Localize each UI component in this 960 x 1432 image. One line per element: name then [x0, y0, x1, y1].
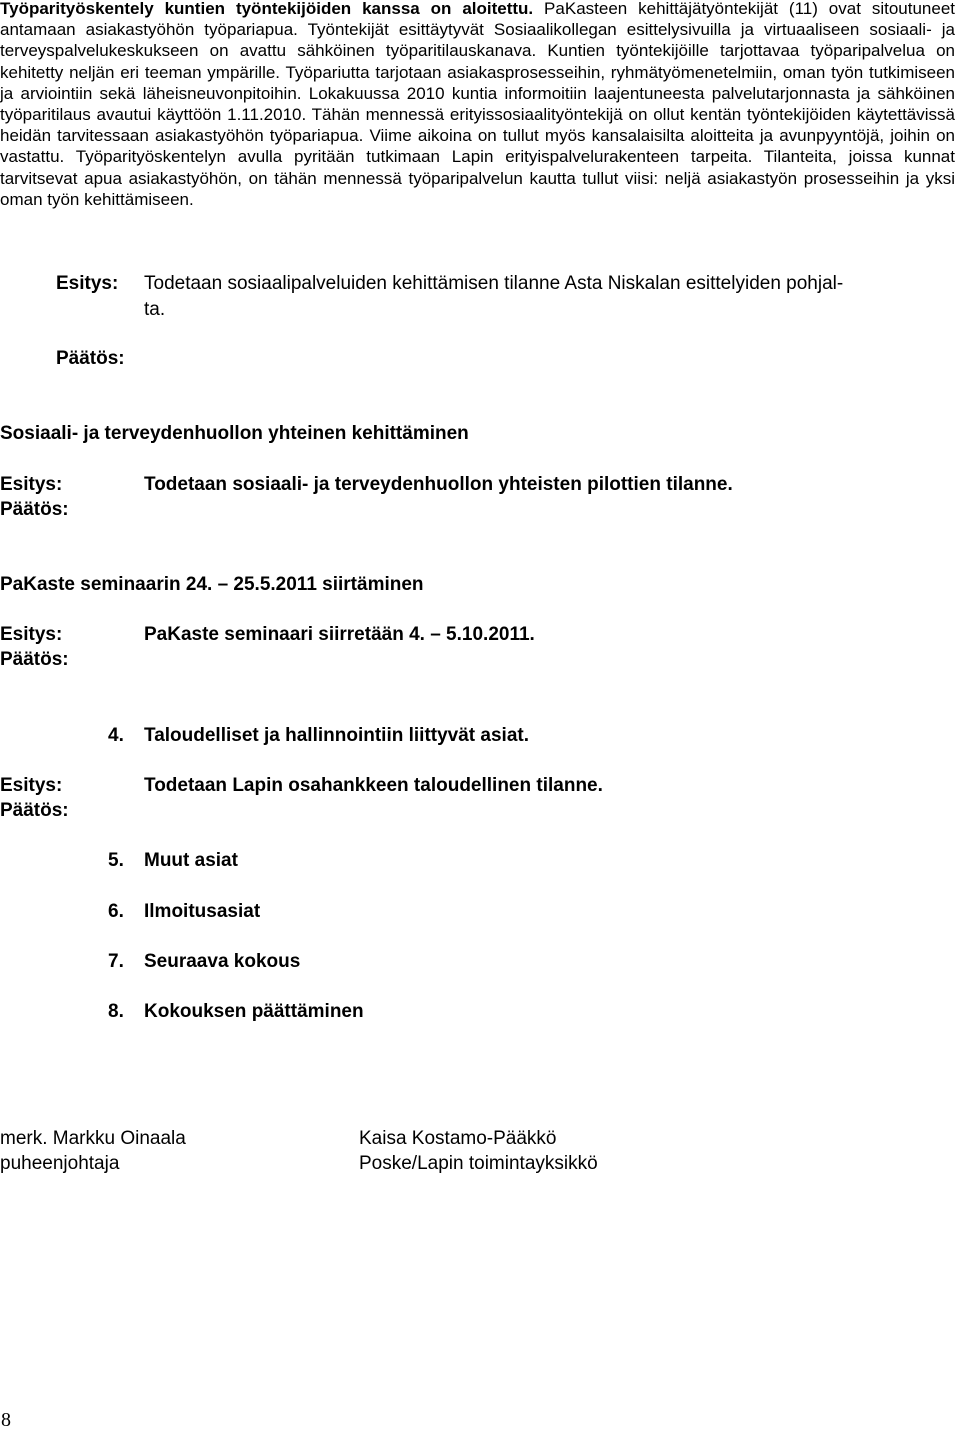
paatos-label-2: Päätös: — [0, 499, 69, 520]
agenda-item-7-number: 7. — [108, 951, 124, 972]
signature-right-name: Kaisa Kostamo-Pääkkö — [359, 1128, 557, 1149]
signature-left — [0, 1126, 186, 1176]
esitys-text-4: Todetaan Lapin osahankkeen taloudellinen tilanne. — [144, 775, 603, 796]
esitys-text-1-line1: Todetaan sosiaalipalveluiden kehittämisen tilanne Asta Niskalan esittelyiden pohjal- — [144, 273, 844, 294]
intro-lead: Työparityöskentely kuntien työntekijöiden kanssa on aloitettu. — [0, 0, 534, 18]
agenda-item-8-text: Kokouksen päättäminen — [144, 1001, 364, 1022]
signature-right-role: Poske/Lapin toimintayksikkö — [359, 1153, 598, 1174]
agenda-item-8 — [108, 999, 364, 1025]
agenda-item-7-text: Seuraava kokous — [144, 951, 301, 972]
esitys-label-3: Esitys: — [0, 624, 63, 645]
esitys-label-1: Esitys: — [56, 273, 119, 294]
esitys-label-2: Esitys: — [0, 474, 63, 495]
agenda-item-4-number: 4. — [108, 725, 124, 746]
signature-left-name: merk. Markku Oinaala — [0, 1128, 186, 1149]
agenda-item-4 — [108, 723, 529, 749]
agenda-item-6 — [108, 899, 260, 925]
signature-right — [359, 1126, 598, 1176]
agenda-item-7 — [108, 949, 300, 975]
intro-paragraph — [0, 0, 955, 210]
esitys-text-2: Todetaan sosiaali- ja terveydenhuollon yhteisten pilottien tilanne. — [144, 474, 733, 495]
esitys-text-3: PaKaste seminaari siirretään 4. – 5.10.2011. — [144, 624, 535, 645]
paatos-label-1: Päätös: — [56, 348, 125, 369]
agenda-item-6-number: 6. — [108, 901, 124, 922]
signature-left-role: puheenjohtaja — [0, 1153, 120, 1174]
agenda-item-4-text: Taloudelliset ja hallinnointiin liittyvät asiat. — [144, 725, 529, 746]
esitys-label-4: Esitys: — [0, 775, 63, 796]
agenda-item-5-number: 5. — [108, 850, 124, 871]
paatos-label-3: Päätös: — [0, 649, 69, 670]
agenda-item-5-text: Muut asiat — [144, 850, 238, 871]
agenda-item-5 — [108, 848, 238, 874]
esitys-text-1-line2: ta. — [144, 299, 166, 320]
agenda-item-6-text: Ilmoitusasiat — [144, 901, 261, 922]
page-number: 8 — [1, 1409, 11, 1431]
paatos-label-4: Päätös: — [0, 800, 69, 821]
agenda-item-8-number: 8. — [108, 1001, 124, 1022]
esitys-text-1 — [144, 271, 960, 323]
section-heading-2: Sosiaali- ja terveydenhuollon yhteinen kehittäminen — [0, 423, 469, 444]
intro-body: PaKasteen kehittäjätyöntekijät (11) ovat sitoutuneet antamaan asiakastyöhön työpariapua. Työntekijät esittäytyvät Sosiaalikollegan esittelysivuilla ja virtuaaliseen sosiaali- ja terveyspalvelukeskukseen on avattu sähköinen työparitilauskanava. Kuntien työntekijöille tarjottavaa työparipalvelua on kehitetty neljän eri teeman ympärille. Työpariutta tarjotaan asiakasprosesseihin, ryhmätyömenetelmiin, oman työn tutkimiseen ja arviointiin sekä läheisneuvonpitoihin. Lokakuussa 2010 kuntia informoitiin laajentuneesta palvelutarjonnasta ja sähköinen työparitilaus avautui käyttöön 1.11.2010. Tähän mennessä erityissosiaalityöntekijä on ollut kentän työntekijöiden käytettävissä heidän tarvitessaan asiakastyöhön työpariapua. Viime aikoina on tullut myös kansalaisilta aloitteita ja avunpyyntöjä, joihin on vastattu. Työparityöskentelyn avulla pyritään tutkimaan Lapin erityispalvelurakenteen tarpeita. Tilanteita, joissa kunnat tarvitsevat apua asiakastyöhön, on tähän mennessä työparipalvelun kautta tullut viisi: neljä asiakastyön prosesseihin ja yksi oman työn kehittämiseen. — [0, 0, 955, 209]
section-heading-3: PaKaste seminaarin 24. – 25.5.2011 siirtäminen — [0, 574, 424, 595]
